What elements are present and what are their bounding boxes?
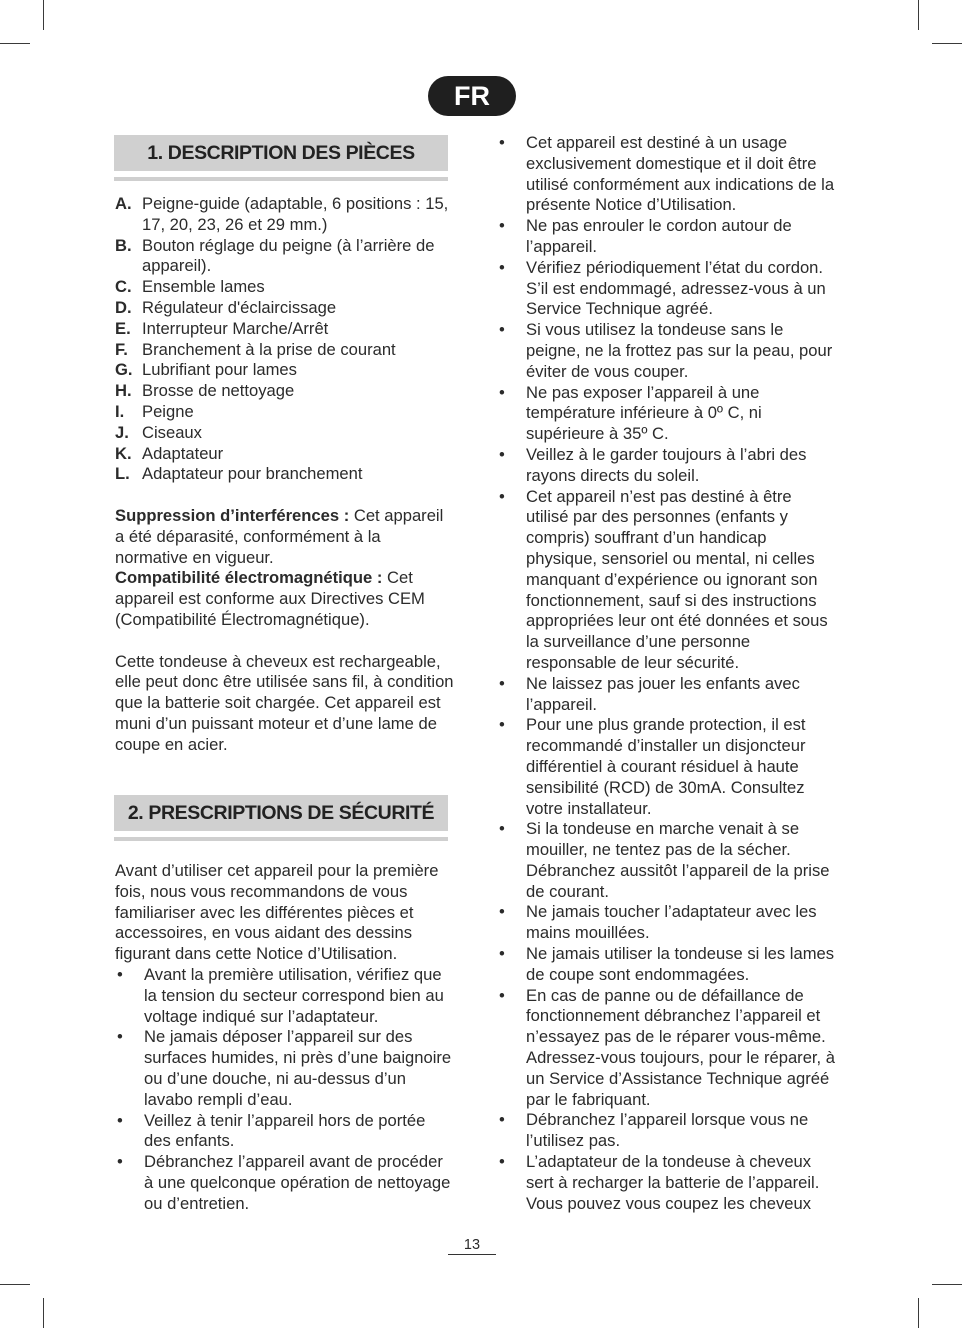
part-item bbox=[115, 464, 455, 485]
safety-item: • Veillez à le garder toujours à l’abri des rayons directs du soleil. bbox=[499, 444, 807, 485]
emc-paragraph bbox=[115, 568, 455, 630]
part-item bbox=[115, 194, 455, 236]
part-text: Ensemble lames bbox=[142, 277, 265, 297]
crop-mark bbox=[932, 43, 962, 44]
part-item bbox=[115, 340, 455, 361]
part-letter: B. bbox=[115, 235, 132, 255]
safety-list-right bbox=[497, 133, 837, 1214]
interference-paragraph bbox=[115, 506, 455, 568]
safety-item: • Si vous utilisez la tondeuse sans le peigne, ne la frottez pas sur la peau, pour éviter de vous couper. bbox=[499, 320, 833, 381]
emc-label: Compatibilité électromagnétique : bbox=[115, 568, 383, 588]
safety-item: • Veillez à tenir l’appareil hors de portée des enfants. bbox=[117, 1110, 426, 1151]
bullet-icon: • bbox=[499, 1110, 505, 1130]
part-letter: F. bbox=[115, 339, 128, 359]
crop-mark bbox=[932, 1284, 962, 1285]
bullet-icon: • bbox=[117, 964, 123, 984]
bullet-icon: • bbox=[499, 444, 505, 464]
bullet-icon: • bbox=[499, 819, 505, 839]
page-number: 13 bbox=[448, 1236, 496, 1255]
bullet-icon: • bbox=[499, 1152, 505, 1172]
part-text: Branchement à la prise de courant bbox=[142, 339, 396, 359]
part-letter: L. bbox=[115, 464, 130, 484]
safety-item: • En cas de panne ou de défaillance de fonctionnement débranchez l’appareil et n’essayez pas de le réparer vous-même. Adressez-vous toujours, pour le réparer, à un Service d’Assistance Technique agréé par le fabriquant. bbox=[499, 985, 835, 1109]
part-item bbox=[115, 444, 455, 465]
bullet-icon: • bbox=[499, 985, 505, 1005]
part-item bbox=[115, 298, 455, 319]
safety-item: • Ne laissez pas jouer les enfants avec l’appareil. bbox=[499, 673, 800, 714]
intro-paragraph: Cette tondeuse à cheveux est rechargeable, elle peut donc être utilisée sans fil, à condition que la batterie soit chargée. Cet appareil est muni d’un puissant moteur et d’une lame de coupe en acier. bbox=[115, 651, 454, 754]
part-letter: J. bbox=[115, 422, 129, 442]
bullet-icon: • bbox=[499, 944, 505, 964]
bullet-icon: • bbox=[499, 257, 505, 277]
bullet-icon: • bbox=[499, 216, 505, 236]
section-1-title: 1. DESCRIPTION DES PIÈCES bbox=[114, 135, 448, 171]
safety-left-block bbox=[115, 861, 455, 1215]
safety-item: • Cet appareil est destiné à un usage exclusivement domestique et il doit être utilisé conformément aux indications de la présente Notice d’Utilisation. bbox=[499, 133, 835, 215]
part-item bbox=[115, 381, 455, 402]
safety-item: • Débranchez l’appareil avant de procéder à une quelconque opération de nettoyage ou d’entretien. bbox=[117, 1152, 451, 1213]
safety-item: • Pour une plus grande protection, il est recommandé d’installer un disjoncteur différentiel à courant résiduel à haute sensibilité (RCD) de 30mA. Consultez votre installateur. bbox=[499, 715, 806, 818]
crop-mark bbox=[0, 1284, 30, 1285]
safety-list-left bbox=[115, 965, 455, 1215]
part-item bbox=[115, 402, 455, 423]
part-text: Adaptateur pour branchement bbox=[142, 464, 363, 484]
part-text: Brosse de nettoyage bbox=[142, 381, 295, 401]
language-badge: FR bbox=[428, 76, 516, 116]
part-text: Peigne-guide (adaptable, 6 positions : 15, 17, 20, 23, 26 et 29 mm.) bbox=[142, 194, 449, 234]
bullet-icon: • bbox=[499, 133, 505, 152]
part-letter: D. bbox=[115, 297, 132, 317]
part-letter: K. bbox=[115, 443, 132, 463]
part-letter: G. bbox=[115, 360, 133, 380]
part-item bbox=[115, 277, 455, 298]
safety-item: • Ne jamais toucher l’adaptateur avec les mains mouillées. bbox=[499, 902, 817, 943]
safety-item: • Avant la première utilisation, vérifiez que la tension du secteur correspond bien au voltage indiqué sur l’adaptateur. bbox=[117, 964, 444, 1026]
part-item bbox=[115, 360, 455, 381]
crop-mark bbox=[918, 0, 919, 30]
safety-item: • Vérifiez périodiquement l’état du cordon. S’il est endommagé, adressez-vous à un Service Technique agréé. bbox=[499, 257, 826, 319]
interference-text: Cet appareil a été déparasité, conformément à la normative en vigueur. bbox=[115, 505, 444, 567]
bullet-icon: • bbox=[117, 1152, 123, 1172]
bullet-icon: • bbox=[499, 902, 505, 922]
parts-list bbox=[115, 194, 455, 485]
bullet-icon: • bbox=[499, 715, 505, 735]
crop-mark bbox=[43, 0, 44, 30]
part-item bbox=[115, 236, 455, 278]
crop-mark bbox=[43, 1298, 44, 1328]
part-letter: E. bbox=[115, 318, 131, 338]
safety-item: • Ne jamais déposer l’appareil sur des surfaces humides, ni près d’une baignoire ou d’une douche, ni au-dessus d’un lavabo rempli d’eau. bbox=[117, 1027, 452, 1109]
bullet-icon: • bbox=[499, 673, 505, 693]
safety-item: • Si la tondeuse en marche venait à se mouiller, ne tentez pas de la sécher. Débranchez aussitôt l’appareil de la prise de courant. bbox=[499, 819, 830, 901]
safety-item: • Cet appareil n’est pas destiné à être utilisé par des personnes (enfants y compris) souffrant d’un handicap physique, sensoriel ou mental, ni celles manquant d’expérience ou ignorant son fonctionnement, sauf si des instructions appropriées leur ont été données et sous la surveillance d’une personne responsable de leur sécurité. bbox=[499, 486, 828, 672]
part-item bbox=[115, 319, 455, 340]
part-letter: C. bbox=[115, 277, 132, 297]
safety-item: • L’adaptateur de la tondeuse à cheveux sert à recharger la batterie de l’appareil. Vous pouvez vous coupez les cheveux bbox=[499, 1152, 820, 1213]
emc-text: Cet appareil est conforme aux Directives CEM (Compatibilité Électromagnétique). bbox=[115, 568, 425, 629]
interference-label: Suppression d’interférences : bbox=[115, 505, 350, 525]
part-text: Interrupteur Marche/Arrêt bbox=[142, 318, 329, 338]
part-text: Bouton réglage du peigne (à l’arrière de appareil). bbox=[142, 235, 435, 276]
part-text: Régulateur d'éclaircissage bbox=[142, 297, 337, 317]
crop-mark bbox=[918, 1298, 919, 1328]
part-letter: I. bbox=[115, 401, 125, 421]
part-text: Ciseaux bbox=[142, 422, 202, 442]
crop-mark bbox=[0, 43, 30, 44]
part-letter: A. bbox=[115, 194, 132, 213]
bullet-icon: • bbox=[499, 486, 505, 506]
part-text: Adaptateur bbox=[142, 443, 224, 463]
part-item bbox=[115, 423, 455, 444]
bullet-icon: • bbox=[117, 1110, 123, 1130]
safety-item: • Ne jamais utiliser la tondeuse si les lames de coupe sont endommagées. bbox=[499, 944, 835, 984]
safety-item: • Ne pas enrouler le cordon autour de l’appareil. bbox=[499, 216, 792, 256]
bullet-icon: • bbox=[117, 1027, 123, 1047]
safety-intro: Avant d’utiliser cet appareil pour la première fois, nous vous recommandons de vous familiariser avec les différentes pièces et accessoires, en vous aidant des dessins figurant dans cette Notice d’Utilisation. bbox=[115, 861, 439, 964]
section-2-title: 2. PRESCRIPTIONS DE SÉCURITÉ bbox=[114, 795, 448, 831]
part-letter: H. bbox=[115, 381, 132, 401]
bullet-icon: • bbox=[499, 320, 505, 340]
parts-block bbox=[115, 194, 455, 756]
safety-item: • Ne pas exposer l’appareil à une température inférieure à 0º C, ni supérieure à 35º C. bbox=[499, 382, 762, 444]
safety-item: • Débranchez l’appareil lorsque vous ne l’utilisez pas. bbox=[499, 1110, 809, 1151]
part-text: Peigne bbox=[142, 401, 194, 421]
part-text: Lubrifiant pour lames bbox=[142, 360, 297, 380]
bullet-icon: • bbox=[499, 382, 505, 402]
safety-right-column bbox=[497, 133, 837, 1214]
